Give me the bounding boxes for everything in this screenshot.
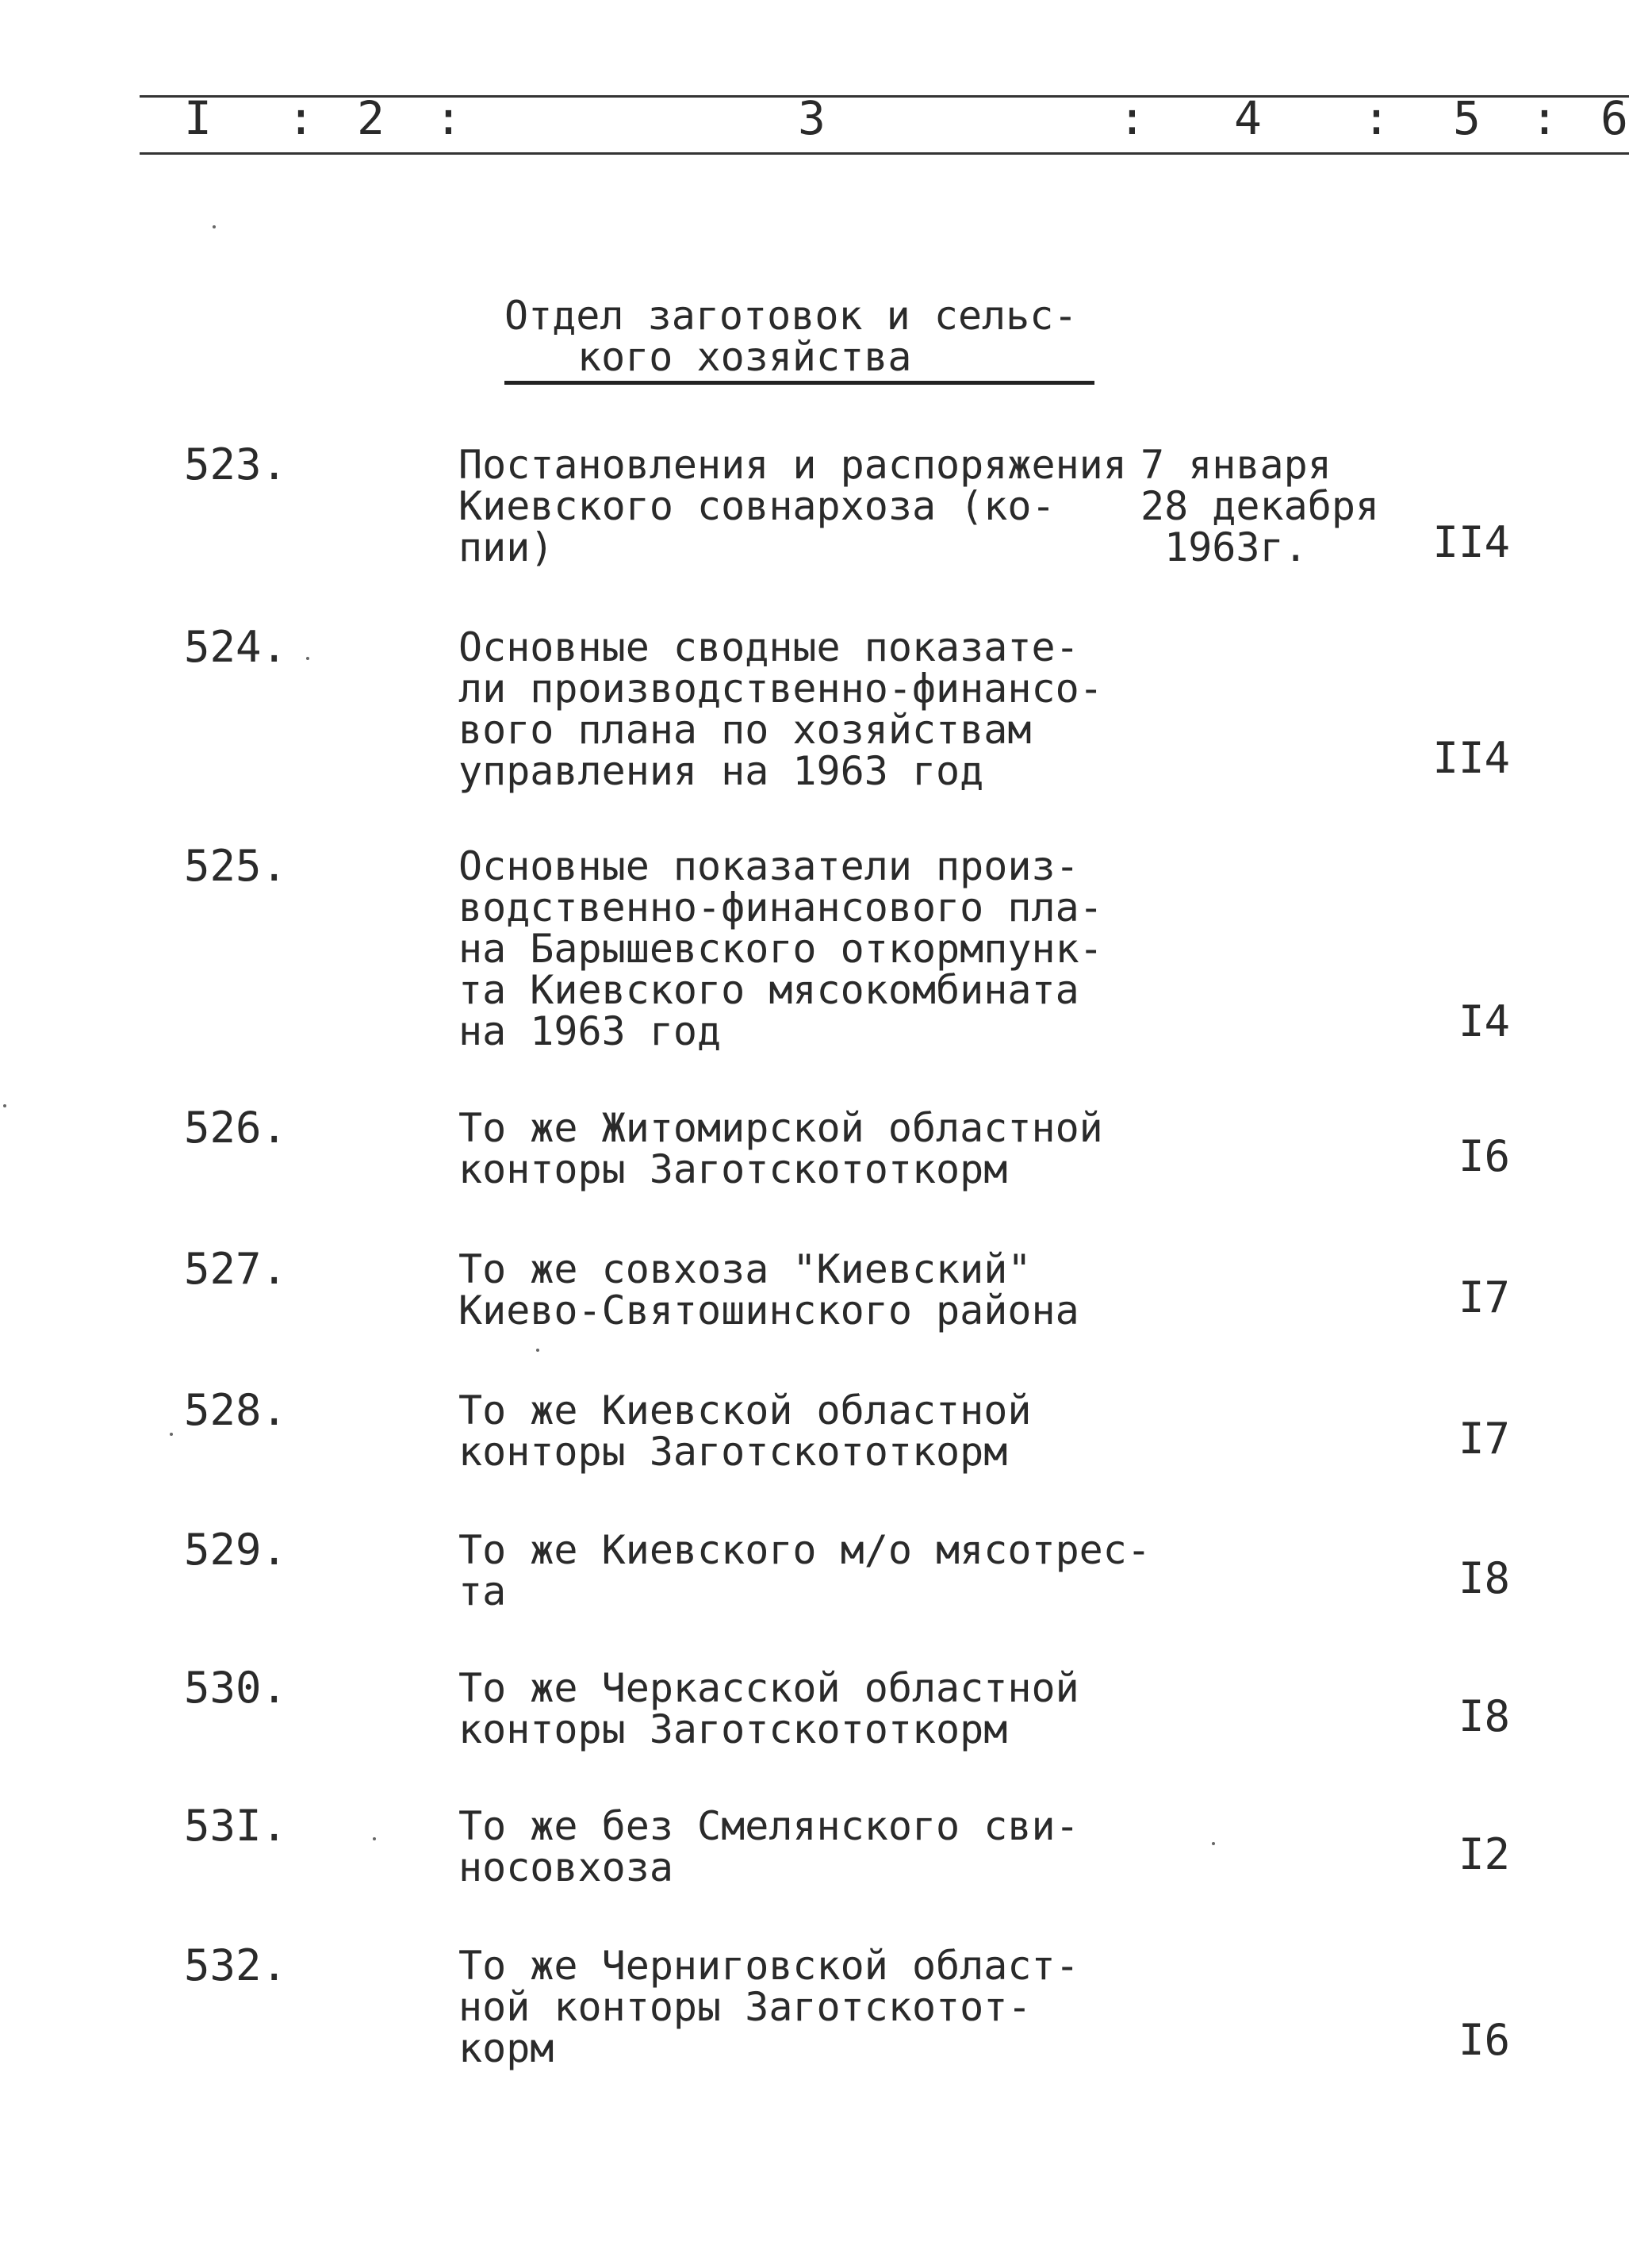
- column-separator: :: [1531, 91, 1558, 145]
- header-bottom-rule: [140, 152, 1629, 155]
- scan-speck: [213, 225, 216, 228]
- entry-title: То же Киевской областной конторы Заготскототкорм: [458, 1387, 1032, 1475]
- entry-title: Основные показатели произ- водственно-финансового пла- на Барышевского откормпунк- та Киевского мясокомбината на 1963 год: [458, 843, 1103, 1054]
- section-heading-line-1: Отдел заготовок и сельс-: [504, 293, 1078, 339]
- column-header-6: 6: [1600, 91, 1628, 145]
- column-header-4: 4: [1234, 91, 1262, 145]
- entry-number: 524.: [184, 622, 288, 672]
- column-separator: :: [435, 91, 462, 145]
- entry-number: 530.: [184, 1663, 288, 1713]
- entry-title: То же совхоза "Киевский" Киево-Святошинского района: [458, 1246, 1079, 1334]
- entry-title: То же Черкасской областной конторы Заготскототкорм: [458, 1665, 1079, 1752]
- entry-number: 529.: [184, 1525, 288, 1575]
- column-header-3: 3: [798, 91, 826, 145]
- entry-dates: 7 января 28 декабря 1963г.: [1140, 442, 1380, 570]
- column-header-2: 2: [357, 91, 385, 145]
- scan-speck: [373, 1837, 376, 1840]
- scan-speck: [170, 1433, 173, 1436]
- entry-number: 532.: [184, 1940, 288, 1990]
- entry-number: 528.: [184, 1385, 288, 1435]
- entry-number: 523.: [184, 439, 288, 489]
- scan-speck: [3, 1104, 6, 1107]
- column-separator: :: [1363, 91, 1390, 145]
- entry-number: 525.: [184, 841, 288, 891]
- entry-number: 526.: [184, 1103, 288, 1153]
- entry-sheet-count: I7: [1458, 1414, 1510, 1464]
- scan-speck: [306, 657, 309, 660]
- entry-sheet-count: I8: [1458, 1553, 1510, 1603]
- entry-title: Постановления и распоряжения Киевского совнархоза (ко- пии): [458, 442, 1127, 570]
- entry-title: То же Черниговской област- ной конторы Заготскотот- корм: [458, 1943, 1079, 2071]
- column-header-5: 5: [1453, 91, 1481, 145]
- section-heading-line-2: кого хозяйства: [577, 334, 912, 380]
- column-separator: :: [1118, 91, 1146, 145]
- column-header-1: I: [184, 91, 212, 145]
- entry-sheet-count: I4: [1458, 996, 1510, 1046]
- section-heading: [504, 295, 1107, 378]
- entry-sheet-count: I2: [1458, 1829, 1510, 1879]
- entry-sheet-count: I6: [1458, 1131, 1510, 1181]
- entry-sheet-count: II4: [1432, 517, 1510, 567]
- scan-speck: [1212, 1842, 1215, 1845]
- entry-number: 527.: [184, 1244, 288, 1294]
- scan-speck: [536, 1349, 539, 1352]
- entry-title: То же Житомирской областной конторы Заготскототкорм: [458, 1105, 1103, 1192]
- entry-sheet-count: I8: [1458, 1691, 1510, 1741]
- entry-sheet-count: II4: [1432, 733, 1510, 783]
- section-heading-underline: [504, 381, 1094, 385]
- entry-title: То же без Смелянского сви- носовхоза: [458, 1803, 1079, 1890]
- entry-title: То же Киевского м/о мясотрес- та: [458, 1527, 1151, 1614]
- entry-sheet-count: I6: [1458, 2015, 1510, 2065]
- entry-sheet-count: I7: [1458, 1272, 1510, 1322]
- entry-title: Основные сводные показате- ли производственно-финансо- вого плана по хозяйствам управления на 1963 год: [458, 624, 1103, 794]
- column-separator: :: [287, 91, 315, 145]
- entry-number: 53I.: [184, 1801, 288, 1851]
